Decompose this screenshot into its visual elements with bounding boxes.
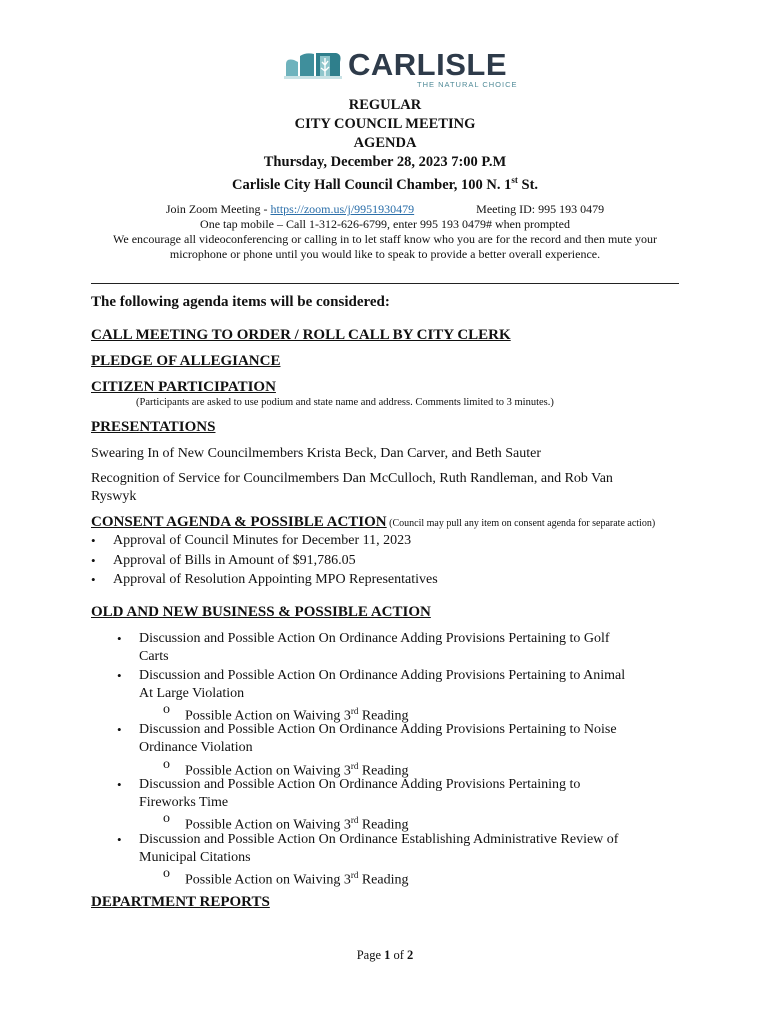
page-of: of xyxy=(390,948,408,962)
presentation-item: Swearing In of New Councilmembers Krista Beck, Dan Carver, and Beth Sauter xyxy=(91,446,542,461)
location-superscript: st xyxy=(511,175,518,185)
agenda-heading: AGENDA xyxy=(353,135,417,151)
waive-text: Possible Action on Waiving 3 xyxy=(185,708,351,724)
business-item: Discussion and Possible Action On Ordinance Adding Provisions Pertaining to Noise xyxy=(139,722,617,737)
bullet-icon: • xyxy=(91,572,96,587)
page-number xyxy=(0,948,770,963)
waive-suffix: Reading xyxy=(358,708,409,724)
business-item-continued: Carts xyxy=(139,649,169,664)
consent-item: Approval of Council Minutes for December 11, 2023 xyxy=(113,533,412,548)
waive-superscript: rd xyxy=(350,815,359,825)
tree-logo-icon xyxy=(284,50,346,90)
circle-bullet-icon: o xyxy=(163,866,170,881)
location-text: Carlisle City Hall Council Chamber, 100 N. 1 xyxy=(231,176,512,193)
business-item: Discussion and Possible Action On Ordinance Adding Provisions Pertaining to Animal xyxy=(139,668,626,683)
section-old-new-business: OLD AND NEW BUSINESS & POSSIBLE ACTION xyxy=(91,604,431,620)
business-item-continued: Municipal Citations xyxy=(139,850,251,865)
waive-suffix: Reading xyxy=(358,763,409,779)
waive-superscript: rd xyxy=(350,870,359,880)
section-department-reports: DEPARTMENT REPORTS xyxy=(91,894,270,910)
business-item-continued: At Large Violation xyxy=(139,686,245,701)
zoom-link[interactable]: https://zoom.us/j/9951930479 xyxy=(270,202,415,216)
zoom-join-label: Join Zoom Meeting - xyxy=(165,202,271,216)
business-item: Discussion and Possible Action On Ordinance Adding Provisions Pertaining to Golf xyxy=(139,631,610,646)
circle-bullet-icon: o xyxy=(163,811,170,826)
waive-text: Possible Action on Waiving 3 xyxy=(185,817,351,833)
section-consent-agenda xyxy=(91,513,655,533)
one-tap-mobile: One tap mobile – Call 1-312-626-6799, enter 995 193 0479# when prompted xyxy=(200,217,570,231)
page-label: Page xyxy=(356,948,385,962)
consent-item: Approval of Resolution Appointing MPO Representatives xyxy=(113,572,438,587)
bullet-icon: • xyxy=(91,553,96,568)
business-item-continued: Ordinance Violation xyxy=(139,740,253,755)
location-suffix: St. xyxy=(517,176,539,193)
bullet-icon: • xyxy=(117,722,122,737)
section-citizen-participation: CITIZEN PARTICIPATION xyxy=(91,379,276,395)
bullet-icon: • xyxy=(117,777,122,792)
consent-item: Approval of Bills in Amount of $91,786.05 xyxy=(113,553,356,568)
encourage-line-2: microphone or phone until you would like to speak to provide a better overall experience. xyxy=(169,247,601,261)
consent-heading: CONSENT AGENDA & POSSIBLE ACTION xyxy=(91,514,387,530)
section-pledge: PLEDGE OF ALLEGIANCE xyxy=(91,353,281,369)
section-call-to-order: CALL MEETING TO ORDER / ROLL CALL BY CITY CLERK xyxy=(91,327,511,343)
carlisle-logo xyxy=(284,47,518,90)
presentation-item: Recognition of Service for Councilmembers Dan McCulloch, Ruth Randleman, and Rob Van xyxy=(91,471,613,486)
meeting-location xyxy=(0,172,770,194)
bullet-icon: • xyxy=(117,668,122,683)
divider-line xyxy=(91,283,679,284)
waive-text: Possible Action on Waiving 3 xyxy=(185,763,351,779)
business-item: Discussion and Possible Action On Ordinance Adding Provisions Pertaining to xyxy=(139,777,581,792)
presentation-item-continued: Ryswyk xyxy=(91,489,137,504)
bullet-icon: • xyxy=(91,533,96,548)
waive-superscript: rd xyxy=(350,706,359,716)
bullet-icon: • xyxy=(117,631,122,646)
circle-bullet-icon: o xyxy=(163,702,170,717)
citizen-note: (Participants are asked to use podium and state name and address. Comments limited to 3 minutes.) xyxy=(136,397,554,408)
circle-bullet-icon: o xyxy=(163,757,170,772)
meeting-date: Thursday, December 28, 2023 7:00 P.M xyxy=(263,154,507,170)
meeting-type: REGULAR xyxy=(348,97,422,113)
business-item-continued: Fireworks Time xyxy=(139,795,229,810)
zoom-join-line xyxy=(0,202,770,218)
encourage-line-1: We encourage all videoconferencing or calling in to let staff know who you are for the record and then mute your xyxy=(113,232,657,246)
business-item: Discussion and Possible Action On Ordinance Establishing Administrative Review of xyxy=(139,832,619,847)
logo-tagline: THE NATURAL CHOICE xyxy=(417,80,518,89)
consent-note: (Council may pull any item on consent agenda for separate action) xyxy=(386,518,656,529)
total-pages: 2 xyxy=(407,948,414,962)
waive-reading-item xyxy=(185,866,409,890)
meeting-title: CITY COUNCIL MEETING xyxy=(294,116,476,132)
waive-text: Possible Action on Waiving 3 xyxy=(185,872,351,888)
section-presentations: PRESENTATIONS xyxy=(91,419,216,435)
agenda-intro: The following agenda items will be considered: xyxy=(91,294,390,310)
current-page: 1 xyxy=(384,948,391,962)
bullet-icon: • xyxy=(117,832,122,847)
waive-superscript: rd xyxy=(350,761,359,771)
waive-suffix: Reading xyxy=(358,817,409,833)
waive-suffix: Reading xyxy=(358,872,409,888)
meeting-id: Meeting ID: 995 193 0479 xyxy=(476,202,605,216)
logo-wordmark: CARLISLE xyxy=(348,47,507,82)
